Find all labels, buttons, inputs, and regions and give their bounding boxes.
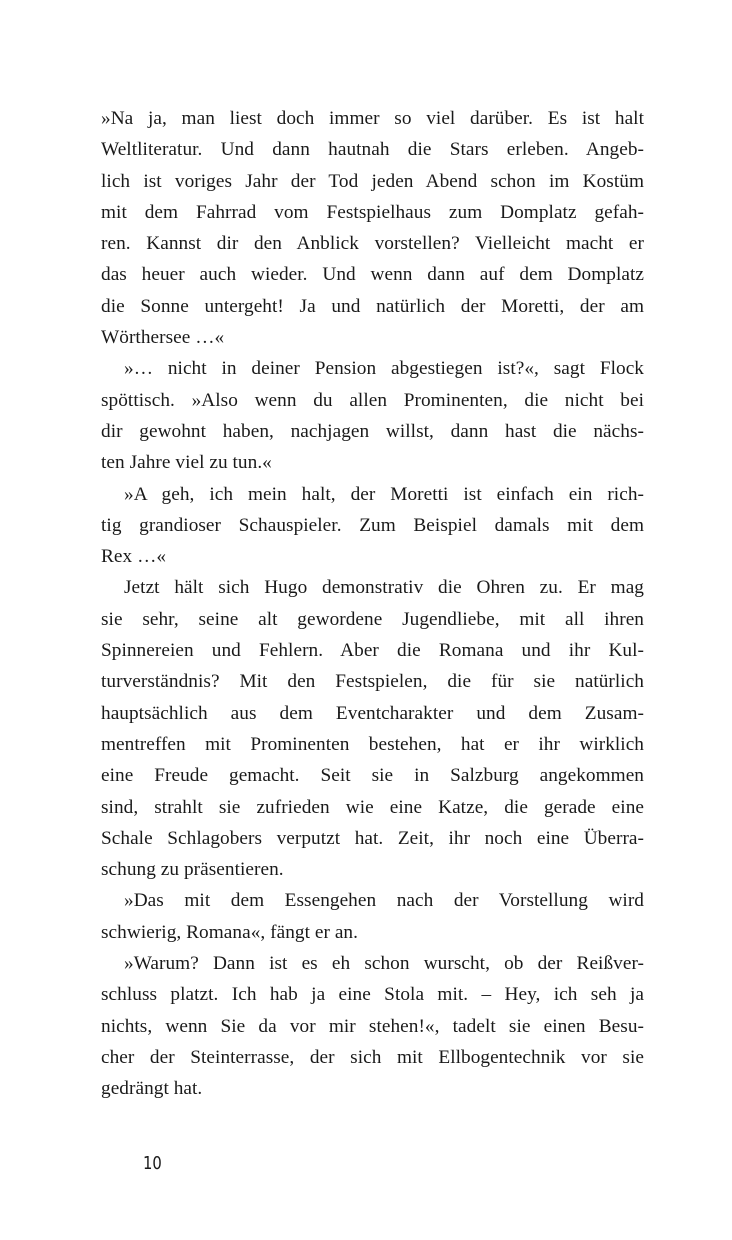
text-line: Weltliteratur. Und dann hautnah die Stars erleben. Angeb- [101, 139, 644, 161]
text-line: lich ist voriges Jahr der Tod jeden Abend schon im Kostüm [101, 170, 644, 192]
text-line: Wörthersee …« [101, 327, 225, 349]
text-line: nichts, wenn Sie da vor mir stehen!«, tadelt sie einen Besu- [101, 1015, 644, 1037]
paragraph-1 [101, 103, 644, 353]
text-line: »… nicht in deiner Pension abgestiegen ist?«, sagt Flock [124, 358, 644, 380]
paragraph-6 [101, 948, 644, 1104]
text-line: dir gewohnt haben, nachjagen willst, dann hast die nächs- [101, 420, 644, 442]
text-line: »Na ja, man liest doch immer so viel darüber. Es ist halt [101, 108, 644, 129]
text-line: die Sonne untergeht! Ja und natürlich der Moretti, der am [101, 295, 644, 317]
paragraph-4 [101, 572, 644, 885]
text-line: mentreffen mit Prominenten bestehen, hat er ihr wirklich [101, 733, 644, 755]
text-line: tig grandioser Schauspieler. Zum Beispiel damals mit dem [101, 514, 644, 536]
text-line: das heuer auch wieder. Und wenn dann auf dem Domplatz [101, 264, 644, 286]
text-line: ten Jahre viel zu tun.« [101, 452, 272, 474]
text-line: schluss platzt. Ich hab ja eine Stola mit. – Hey, ich seh ja [101, 984, 644, 1006]
text-line: Spinnereien und Fehlern. Aber die Romana und ihr Kul- [101, 640, 644, 662]
text-line: sie sehr, seine alt gewordene Jugendliebe, mit all ihren [101, 608, 644, 630]
text-line: mit dem Fahrrad vom Festspielhaus zum Domplatz gefah- [101, 201, 644, 223]
text-line: Schale Schlagobers verputzt hat. Zeit, ihr noch eine Überra- [101, 827, 644, 849]
text-line: schwierig, Romana«, fängt er an. [101, 921, 358, 943]
paragraph-3 [101, 479, 644, 573]
text-line: ren. Kannst dir den Anblick vorstellen? Vielleicht macht er [101, 233, 644, 255]
text-line: sind, strahlt sie zufrieden wie eine Katze, die gerade eine [101, 796, 644, 818]
text-line: Jetzt hält sich Hugo demonstrativ die Ohren zu. Er mag [124, 577, 644, 599]
page-number: 10 [143, 1153, 162, 1174]
text-line: Rex …« [101, 546, 167, 568]
text-line: turverständnis? Mit den Festspielen, die für sie natürlich [101, 671, 644, 693]
paragraph-5 [101, 885, 644, 948]
text-line: eine Freude gemacht. Seit sie in Salzburg angekommen [101, 765, 644, 787]
text-line: gedrängt hat. [101, 1078, 203, 1100]
text-line: hauptsächlich aus dem Eventcharakter und dem Zusam- [101, 702, 644, 724]
text-line: cher der Steinterrasse, der sich mit Ellbogentechnik vor sie [101, 1046, 644, 1068]
text-line: »Warum? Dann ist es eh schon wurscht, ob der Reißver- [124, 953, 644, 975]
page-body [101, 103, 644, 1105]
paragraph-2 [101, 353, 644, 478]
text-line: »Das mit dem Essengehen nach der Vorstellung wird [124, 890, 644, 912]
text-line: spöttisch. »Also wenn du allen Prominenten, die nicht bei [101, 389, 644, 411]
text-line: schung zu präsentieren. [101, 859, 284, 881]
text-line: »A geh, ich mein halt, der Moretti ist einfach ein rich- [124, 483, 644, 505]
